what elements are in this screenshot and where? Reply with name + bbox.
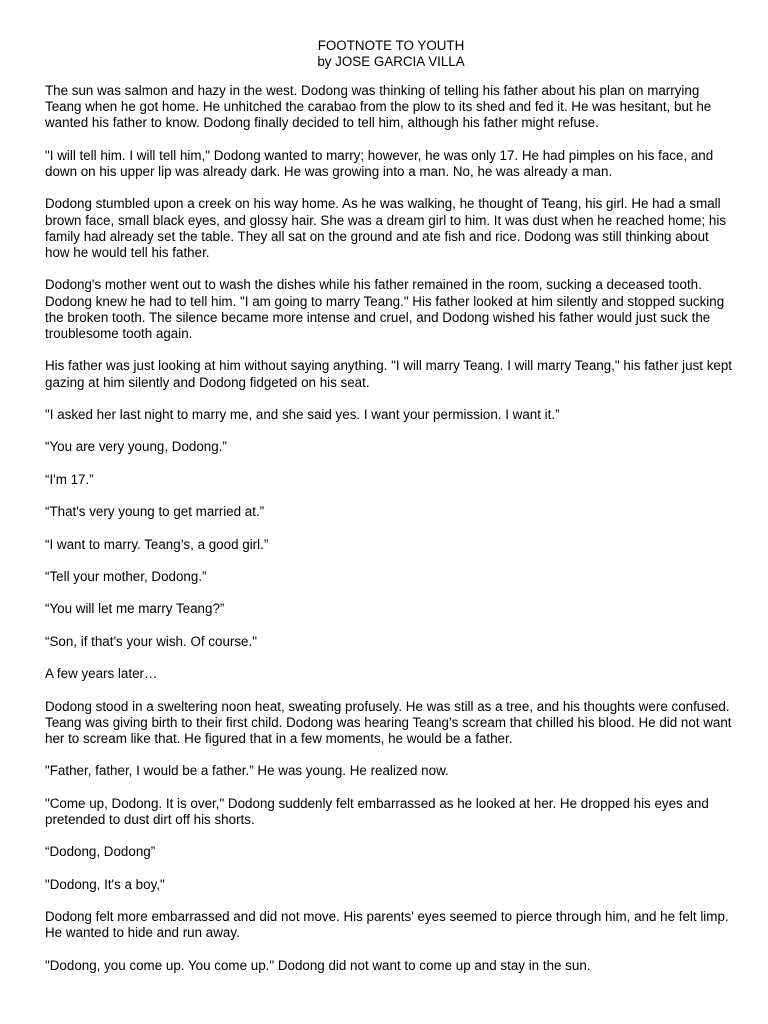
paragraph-12: “You will let me marry Teang?” [45,601,225,617]
paragraph-14: A few years later… [45,666,158,682]
paragraph-3: Dodong stumbled upon a creek on his way home. As he was walking, he thought of Teang, his girl. He had a small brown face, small black eyes, and glossy hair. She was a dream girl to him. It was dust when he reached home; his family had already set the table. They all sat on the ground and ate fish and rice. Dodong was still thinking about how he would tell his father. [45,196,727,260]
paragraph-17: "Come up, Dodong. It is over," Dodong suddenly felt embarrassed as he looked at her. He dropped his eyes and pretended to dust dirt off his shorts. [45,795,709,827]
paragraph-2: "I will tell him. I will tell him," Dodong wanted to marry; however, he was only 17. He had pimples on his face, and down on his upper lip was already dark. He was growing into a man. No, he was already a man. [45,147,714,179]
paragraph-18: “Dodong, Dodong” [45,844,156,860]
story-body [45,83,737,974]
paragraph-15: Dodong stood in a sweltering noon heat, sweating profusely. He was still as a tree, and his thoughts were confused. Teang was giving birth to their first child. Dodong was hearing Teang’s scream that chilled his blood. He did not want her to scream like that. He figured that in a few moments, he would be a father. [45,698,732,746]
paragraph-6: "I asked her last night to marry me, and she said yes. I want your permission. I want it.” [45,406,560,422]
paragraph-8: “I'm 17.” [45,471,94,487]
paragraph-5: His father was just looking at him without saying anything. "I will marry Teang. I will marry Teang," his father just kept gazing at him silently and Dodong fidgeted on his seat. [45,358,733,390]
document-title: FOOTNOTE TO YOUTH [317,38,465,53]
paragraph-19: "Dodong, It's a boy," [45,876,165,892]
paragraph-1: The sun was salmon and hazy in the west. Dodong was thinking of telling his father about his plan on marrying Teang when he got home. He unhitched the carabao from the plow to its shed and fed it. He was hesitant, but he wanted his father to know. Dodong finally decided to tell him, although his father might refuse. [45,83,712,131]
paragraph-11: “Tell your mother, Dodong.” [45,568,207,584]
paragraph-10: “I want to marry. Teang’s, a good girl.” [45,536,269,552]
paragraph-21: "Dodong, you come up. You come up." Dodong did not want to come up and stay in the sun. [45,957,591,973]
paragraph-20: Dodong felt more embarrassed and did not move. His parents' eyes seemed to pierce through him, and he felt limp. He wanted to hide and run away. [45,909,729,941]
paragraph-16: "Father, father, I would be a father.” He was young. He realized now. [45,763,449,779]
title-block [45,38,737,69]
paragraph-13: “Son, if that's your wish. Of course." [45,633,257,649]
paragraph-4: Dodong's mother went out to wash the dishes while his father remained in the room, sucking a deceased tooth. Dodong knew he had to tell him. "I am going to marry Teang." His father looked at him silently and stopped sucking the broken tooth. The silence became more intense and cruel, and Dodong wished his father would just suck the troublesome tooth again. [45,277,725,341]
paragraph-7: “You are very young, Dodong.” [45,439,227,455]
document-byline: by JOSE GARCIA VILLA [317,53,465,69]
paragraph-9: “That's very young to get married at.” [45,504,265,520]
document-page [45,38,737,990]
